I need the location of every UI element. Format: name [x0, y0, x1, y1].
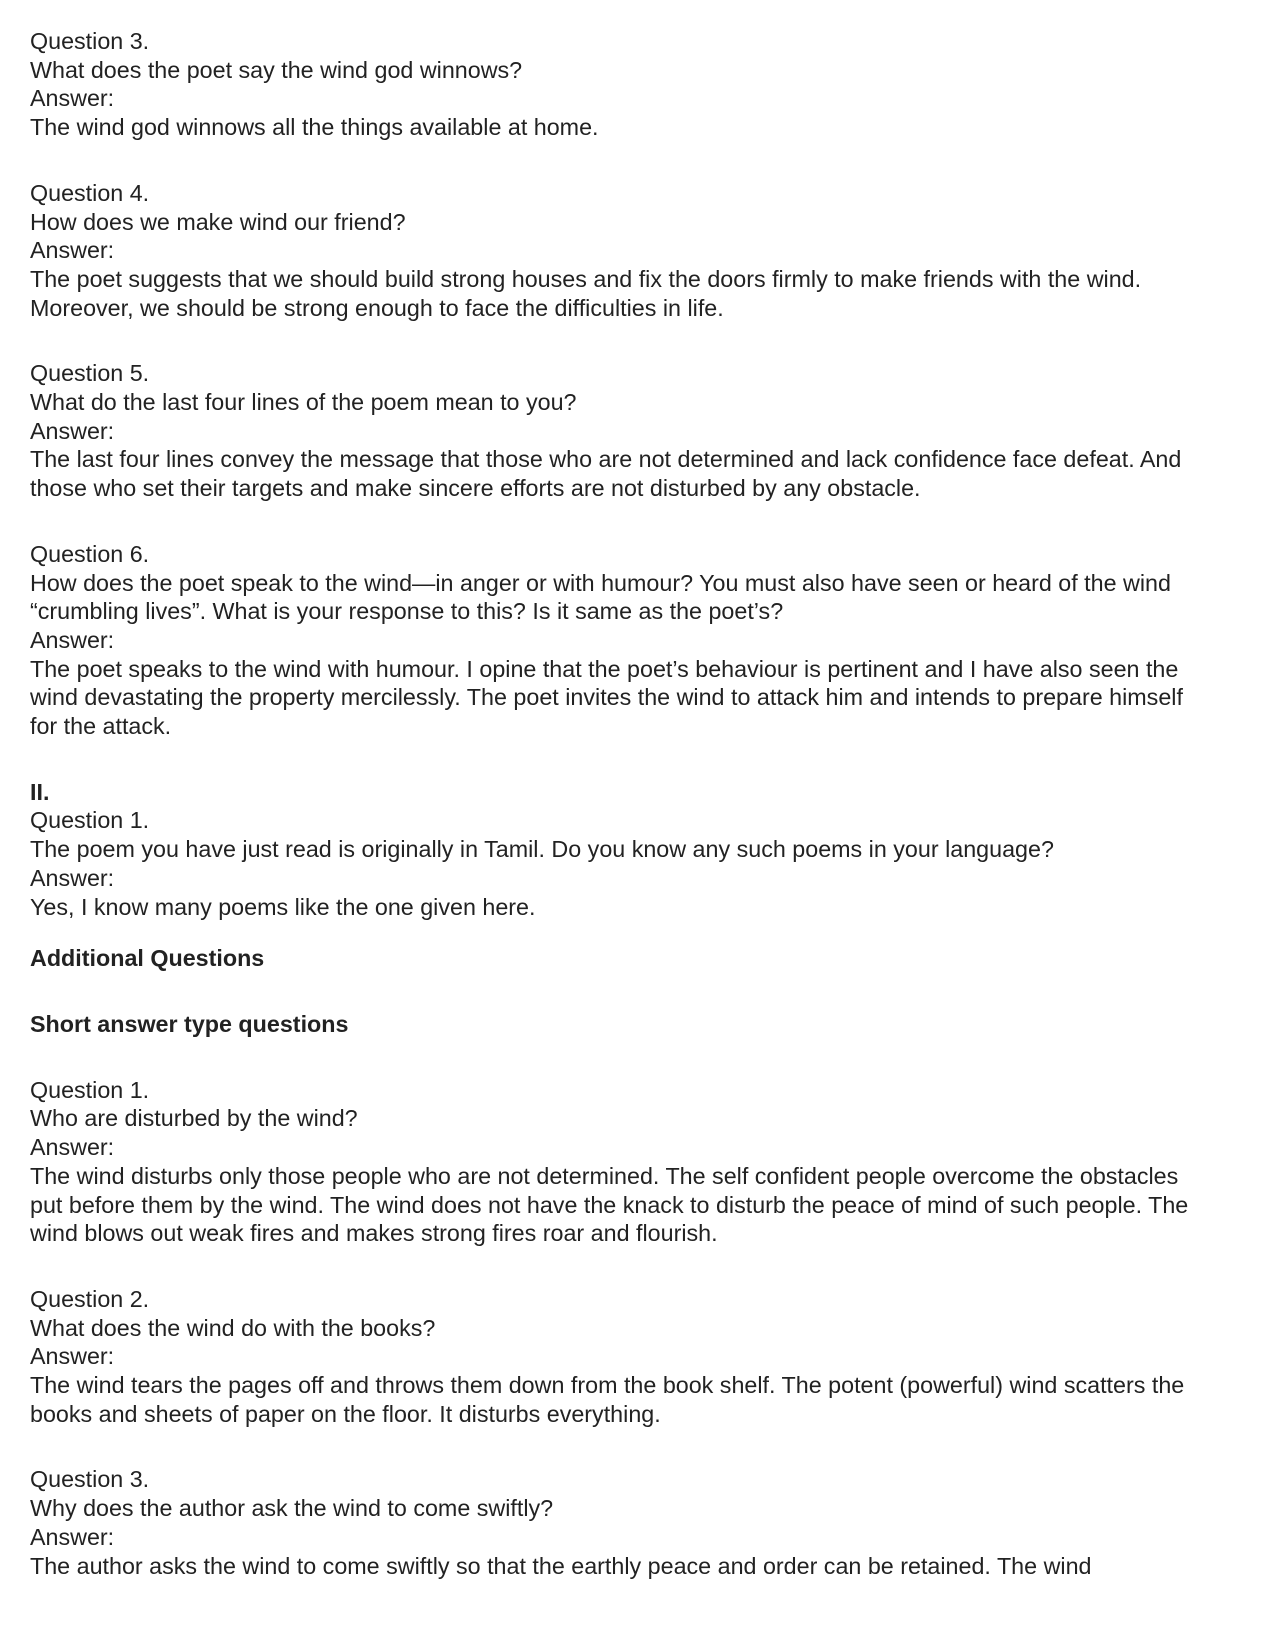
- question-text: “crumbling lives”. What is your response to this? Is it same as the poet’s?: [30, 598, 784, 625]
- qa-block: [30, 27, 1270, 142]
- answer-text: books and sheets of paper on the floor. It disturbs everything.: [30, 1400, 661, 1427]
- qa-block: [30, 1076, 1270, 1248]
- question-label: Question 1.: [30, 807, 150, 834]
- answer-text: The last four lines convey the message that those who are not determined and lack confidence face defeat. And: [30, 446, 1182, 473]
- answer-text: The author asks the wind to come swiftly so that the earthly peace and order can be retained. The wind: [30, 1552, 1092, 1579]
- answer-text: for the attack.: [30, 713, 172, 740]
- question-text: Why does the author ask the wind to come swiftly?: [30, 1495, 554, 1522]
- question-label: Question 5.: [30, 360, 150, 387]
- document-page: [30, 27, 1270, 1617]
- question-text: Who are disturbed by the wind?: [30, 1105, 358, 1132]
- question-text: What does the poet say the wind god winnows?: [30, 56, 523, 83]
- answer-text: The wind disturbs only those people who are not determined. The self confident people overcome the obstacles: [30, 1162, 1179, 1189]
- answer-label: Answer:: [30, 417, 115, 444]
- section-heading-short-answer: Short answer type questions: [30, 1010, 349, 1037]
- qa-block: [30, 1465, 1270, 1580]
- answer-label: Answer:: [30, 626, 115, 653]
- question-label: Question 1.: [30, 1076, 150, 1103]
- qa-block: [30, 359, 1270, 503]
- question-text: How does the poet speak to the wind—in anger or with humour? You must also have seen or heard of the wind: [30, 569, 1171, 596]
- answer-label: Answer:: [30, 85, 115, 112]
- answer-text: The wind tears the pages off and throws them down from the book shelf. The potent (powerful) wind scatters the: [30, 1372, 1185, 1399]
- question-text: How does we make wind our friend?: [30, 208, 406, 235]
- answer-text: put before them by the wind. The wind does not have the knack to disturb the peace of mind of such people. The: [30, 1191, 1189, 1218]
- question-text: What does the wind do with the books?: [30, 1314, 436, 1341]
- question-label: Question 3.: [30, 28, 150, 54]
- answer-text: The poet suggests that we should build strong houses and fix the doors firmly to make friends with the wind.: [30, 265, 1142, 292]
- answer-text: wind devastating the property mercilessly. The poet invites the wind to attack him and intends to prepare himself: [30, 684, 1183, 711]
- answer-label: Answer:: [30, 1134, 115, 1161]
- qa-block: [30, 778, 1270, 922]
- answer-label: Answer:: [30, 237, 115, 264]
- question-text: What do the last four lines of the poem mean to you?: [30, 389, 577, 416]
- qa-block: [30, 1285, 1270, 1429]
- answer-text: wind blows out weak fires and makes strong fires roar and flourish.: [30, 1220, 718, 1247]
- answer-label: Answer:: [30, 1523, 115, 1550]
- question-text: The poem you have just read is originally in Tamil. Do you know any such poems in your language?: [30, 836, 1054, 863]
- answer-text: those who set their targets and make sincere efforts are not disturbed by any obstacle.: [30, 475, 921, 502]
- question-label: Question 2.: [30, 1285, 150, 1312]
- question-label: Question 3.: [30, 1466, 150, 1493]
- question-label: Question 4.: [30, 179, 150, 206]
- section-heading-additional: Additional Questions: [30, 945, 265, 972]
- answer-label: Answer:: [30, 1343, 115, 1370]
- answer-label: Answer:: [30, 864, 115, 891]
- answer-text: Yes, I know many poems like the one given here.: [30, 893, 536, 920]
- qa-block: [30, 179, 1270, 323]
- question-label: Question 6.: [30, 540, 150, 567]
- answer-text: The wind god winnows all the things available at home.: [30, 114, 599, 141]
- answer-text: Moreover, we should be strong enough to face the difficulties in life.: [30, 294, 724, 321]
- answer-text: The poet speaks to the wind with humour. I opine that the poet’s behaviour is pertinent and I have also seen the: [30, 655, 1179, 682]
- qa-block: [30, 540, 1270, 741]
- part-heading: II.: [30, 778, 50, 805]
